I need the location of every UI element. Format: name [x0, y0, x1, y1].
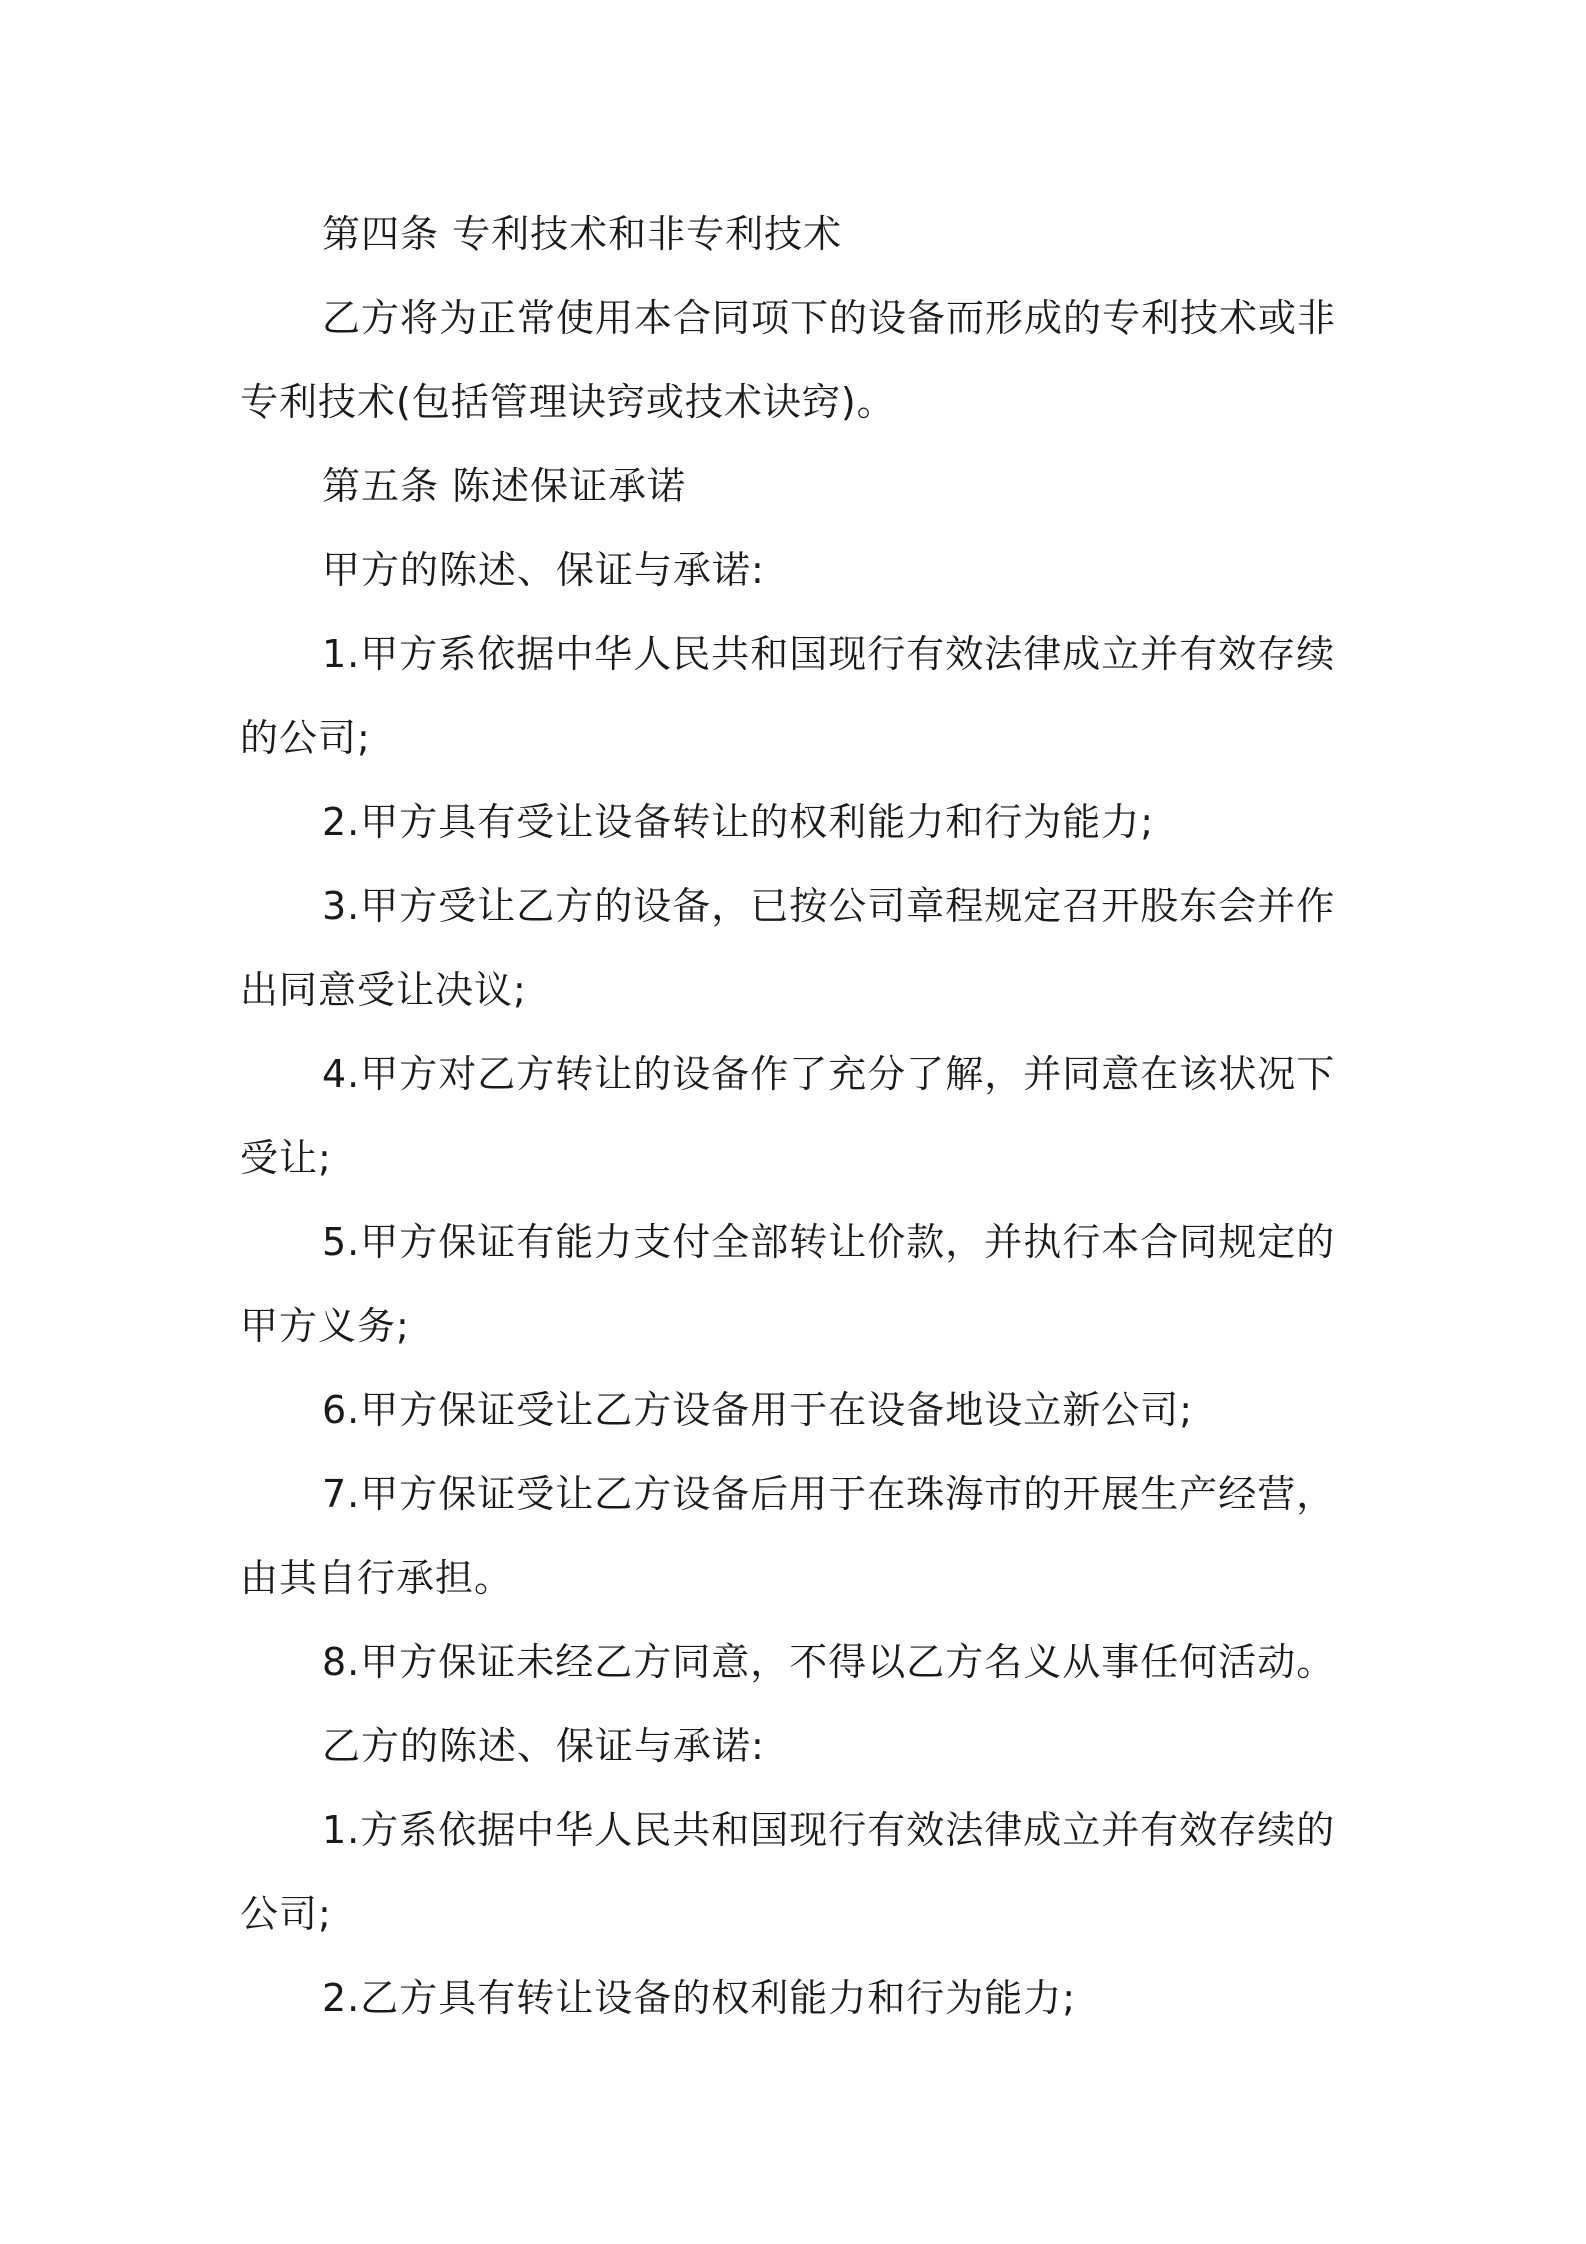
document-body: [240, 192, 1360, 2040]
party-a-item-1: 1.甲方系依据中华人民共和国现行有效法律成立并有效存续的公司;: [240, 632, 1336, 760]
party-a-section-heading: 甲方的陈述、保证与承诺:: [322, 548, 765, 592]
party-b-item-1: 1.方系依据中华人民共和国现行有效法律成立并有效存续的公司;: [240, 1808, 1336, 1936]
party-a-item-3: 3.甲方受让乙方的设备，已按公司章程规定召开股东会并作出同意受让决议;: [240, 884, 1336, 1012]
article-four-heading: 第四条 专利技术和非专利技术: [322, 212, 843, 256]
party-a-item-6: 6.甲方保证受让乙方设备用于在设备地设立新公司;: [322, 1388, 1194, 1432]
party-b-item-2: 2.乙方具有转让设备的权利能力和行为能力;: [322, 1976, 1077, 2020]
party-a-item-5: 5.甲方保证有能力支付全部转让价款，并执行本合同规定的甲方义务;: [240, 1220, 1336, 1348]
party-a-item-8: 8.甲方保证未经乙方同意，不得以乙方名义从事任何活动。: [322, 1640, 1336, 1684]
party-a-item-4: 4.甲方对乙方转让的设备作了充分了解，并同意在该状况下受让;: [240, 1052, 1336, 1180]
party-a-item-2: 2.甲方具有受让设备转让的权利能力和行为能力;: [322, 800, 1155, 844]
article-four-text: 乙方将为正常使用本合同项下的设备而形成的专利技术或非专利技术(包括管理诀窍或技术诀窍)。: [240, 296, 1337, 424]
party-b-section-heading: 乙方的陈述、保证与承诺:: [322, 1724, 765, 1768]
party-a-item-7: 7.甲方保证受让乙方设备后用于在珠海市的开展生产经营，由其自行承担。: [240, 1472, 1336, 1600]
article-five-heading: 第五条 陈述保证承诺: [322, 464, 687, 508]
